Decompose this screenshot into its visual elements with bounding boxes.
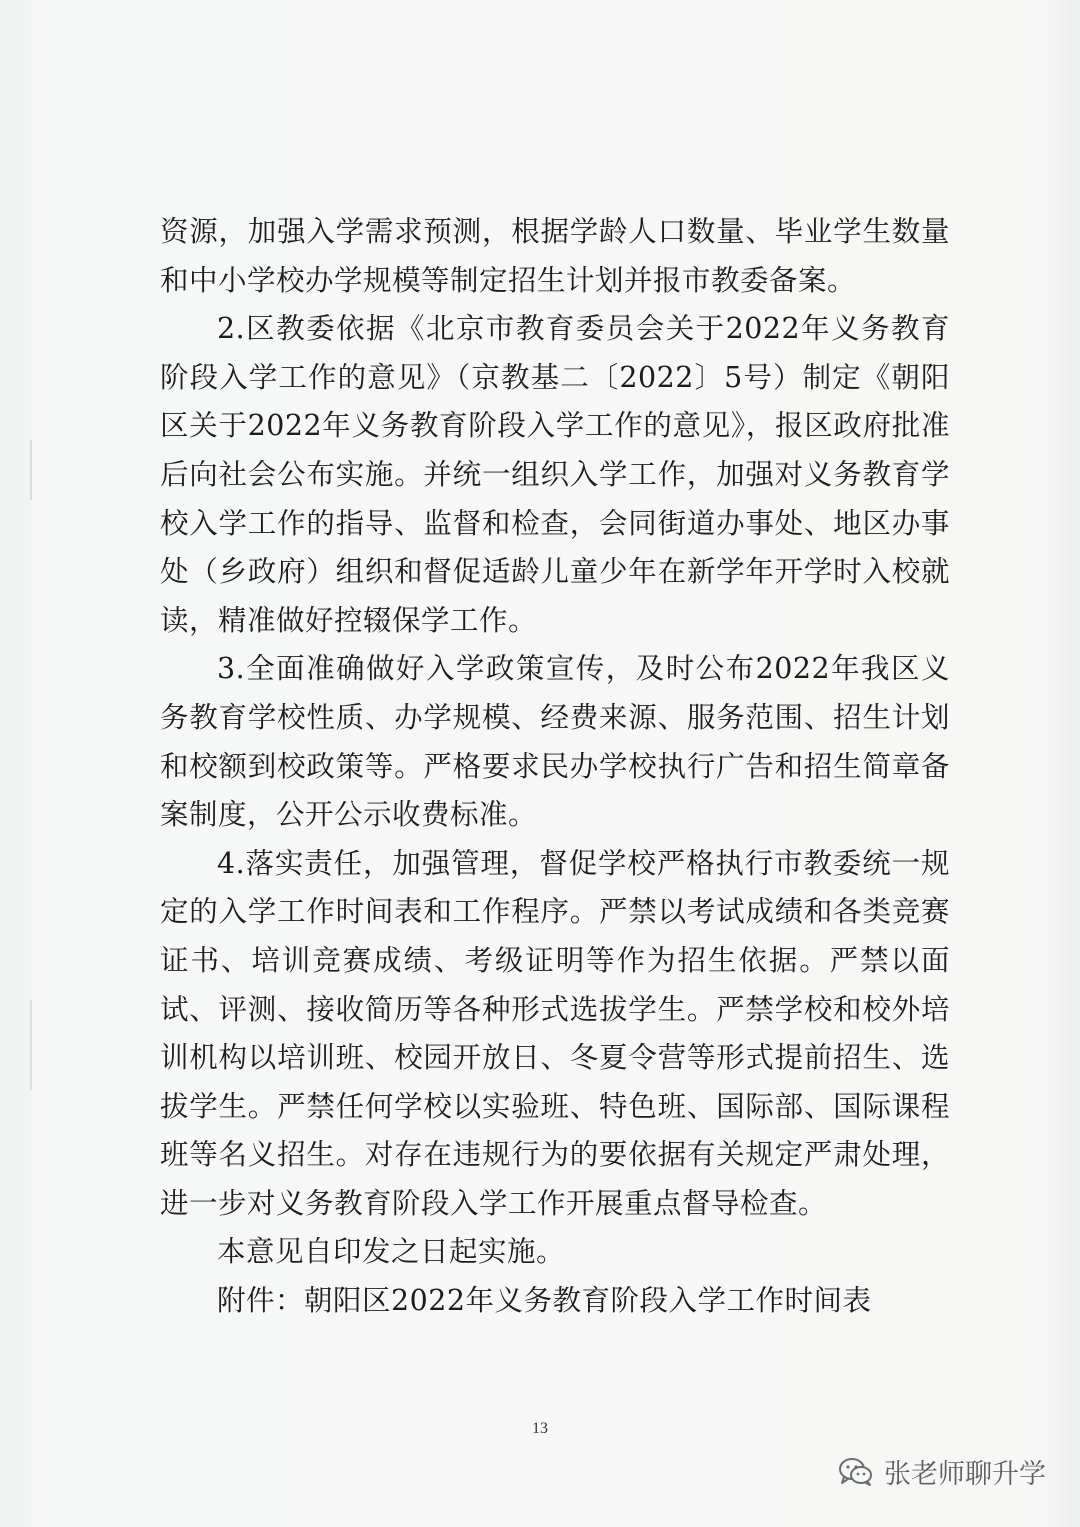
page-number: 13 [532,1420,548,1437]
scan-artifact [30,440,32,500]
wechat-icon [838,1457,874,1487]
paragraph-3: 3.全面准确做好入学政策宣传，及时公布2022年我区义务教育学校性质、办学规模、经费来源、服务范围、招生计划和校额到校政策等。严格要求民办学校执行广告和招生简章备案制度，公开公示收费标准。 [160,652,950,832]
paragraph-1: 资源，加强入学需求预测，根据学龄人口数量、毕业学生数量和中小学校办学规模等制定招生计划并报市教委备案。 [160,215,950,297]
document-body [160,208,950,1326]
paragraph-4: 4.落实责任，加强管理，督促学校严格执行市教委统一规定的入学工作时间表和工作程序。严禁以考试成绩和各类竞赛证书、培训竞赛成绩、考级证明等作为招生依据。严禁以面试、评测、接收简历等各种形式选拔学生。严禁学校和校外培训机构以培训班、校园开放日、冬夏令营等形式提前招生、选拔学生。严禁任何学校以实验班、特色班、国际部、国际课程班等名义招生。对存在违规行为的要依据有关规定严肃处理，进一步对义务教育阶段入学工作开展重点督导检查。 [160,846,950,1220]
watermark-text: 张老师聊升学 [884,1459,1046,1490]
paragraph-2: 2.区教委依据《北京市教育委员会关于2022年义务教育阶段入学工作的意见》（京教基二〔2022〕5号）制定《朝阳区关于2022年义务教育阶段入学工作的意见》，报区政府批准后向社会公布实施。并统一组织入学工作，加强对义务教育学校入学工作的指导、监督和检查，会同街道办事处、地区办事处（乡政府）组织和督促适龄儿童少年在新学年开学时入校就读，精准做好控辍保学工作。 [160,312,950,637]
closing-statement: 本意见自印发之日起实施。 [217,1235,566,1269]
account-watermark [838,1452,1046,1491]
scan-artifact [30,1000,32,1090]
attachment-note: 附件：朝阳区2022年义务教育阶段入学工作时间表 [217,1284,872,1318]
